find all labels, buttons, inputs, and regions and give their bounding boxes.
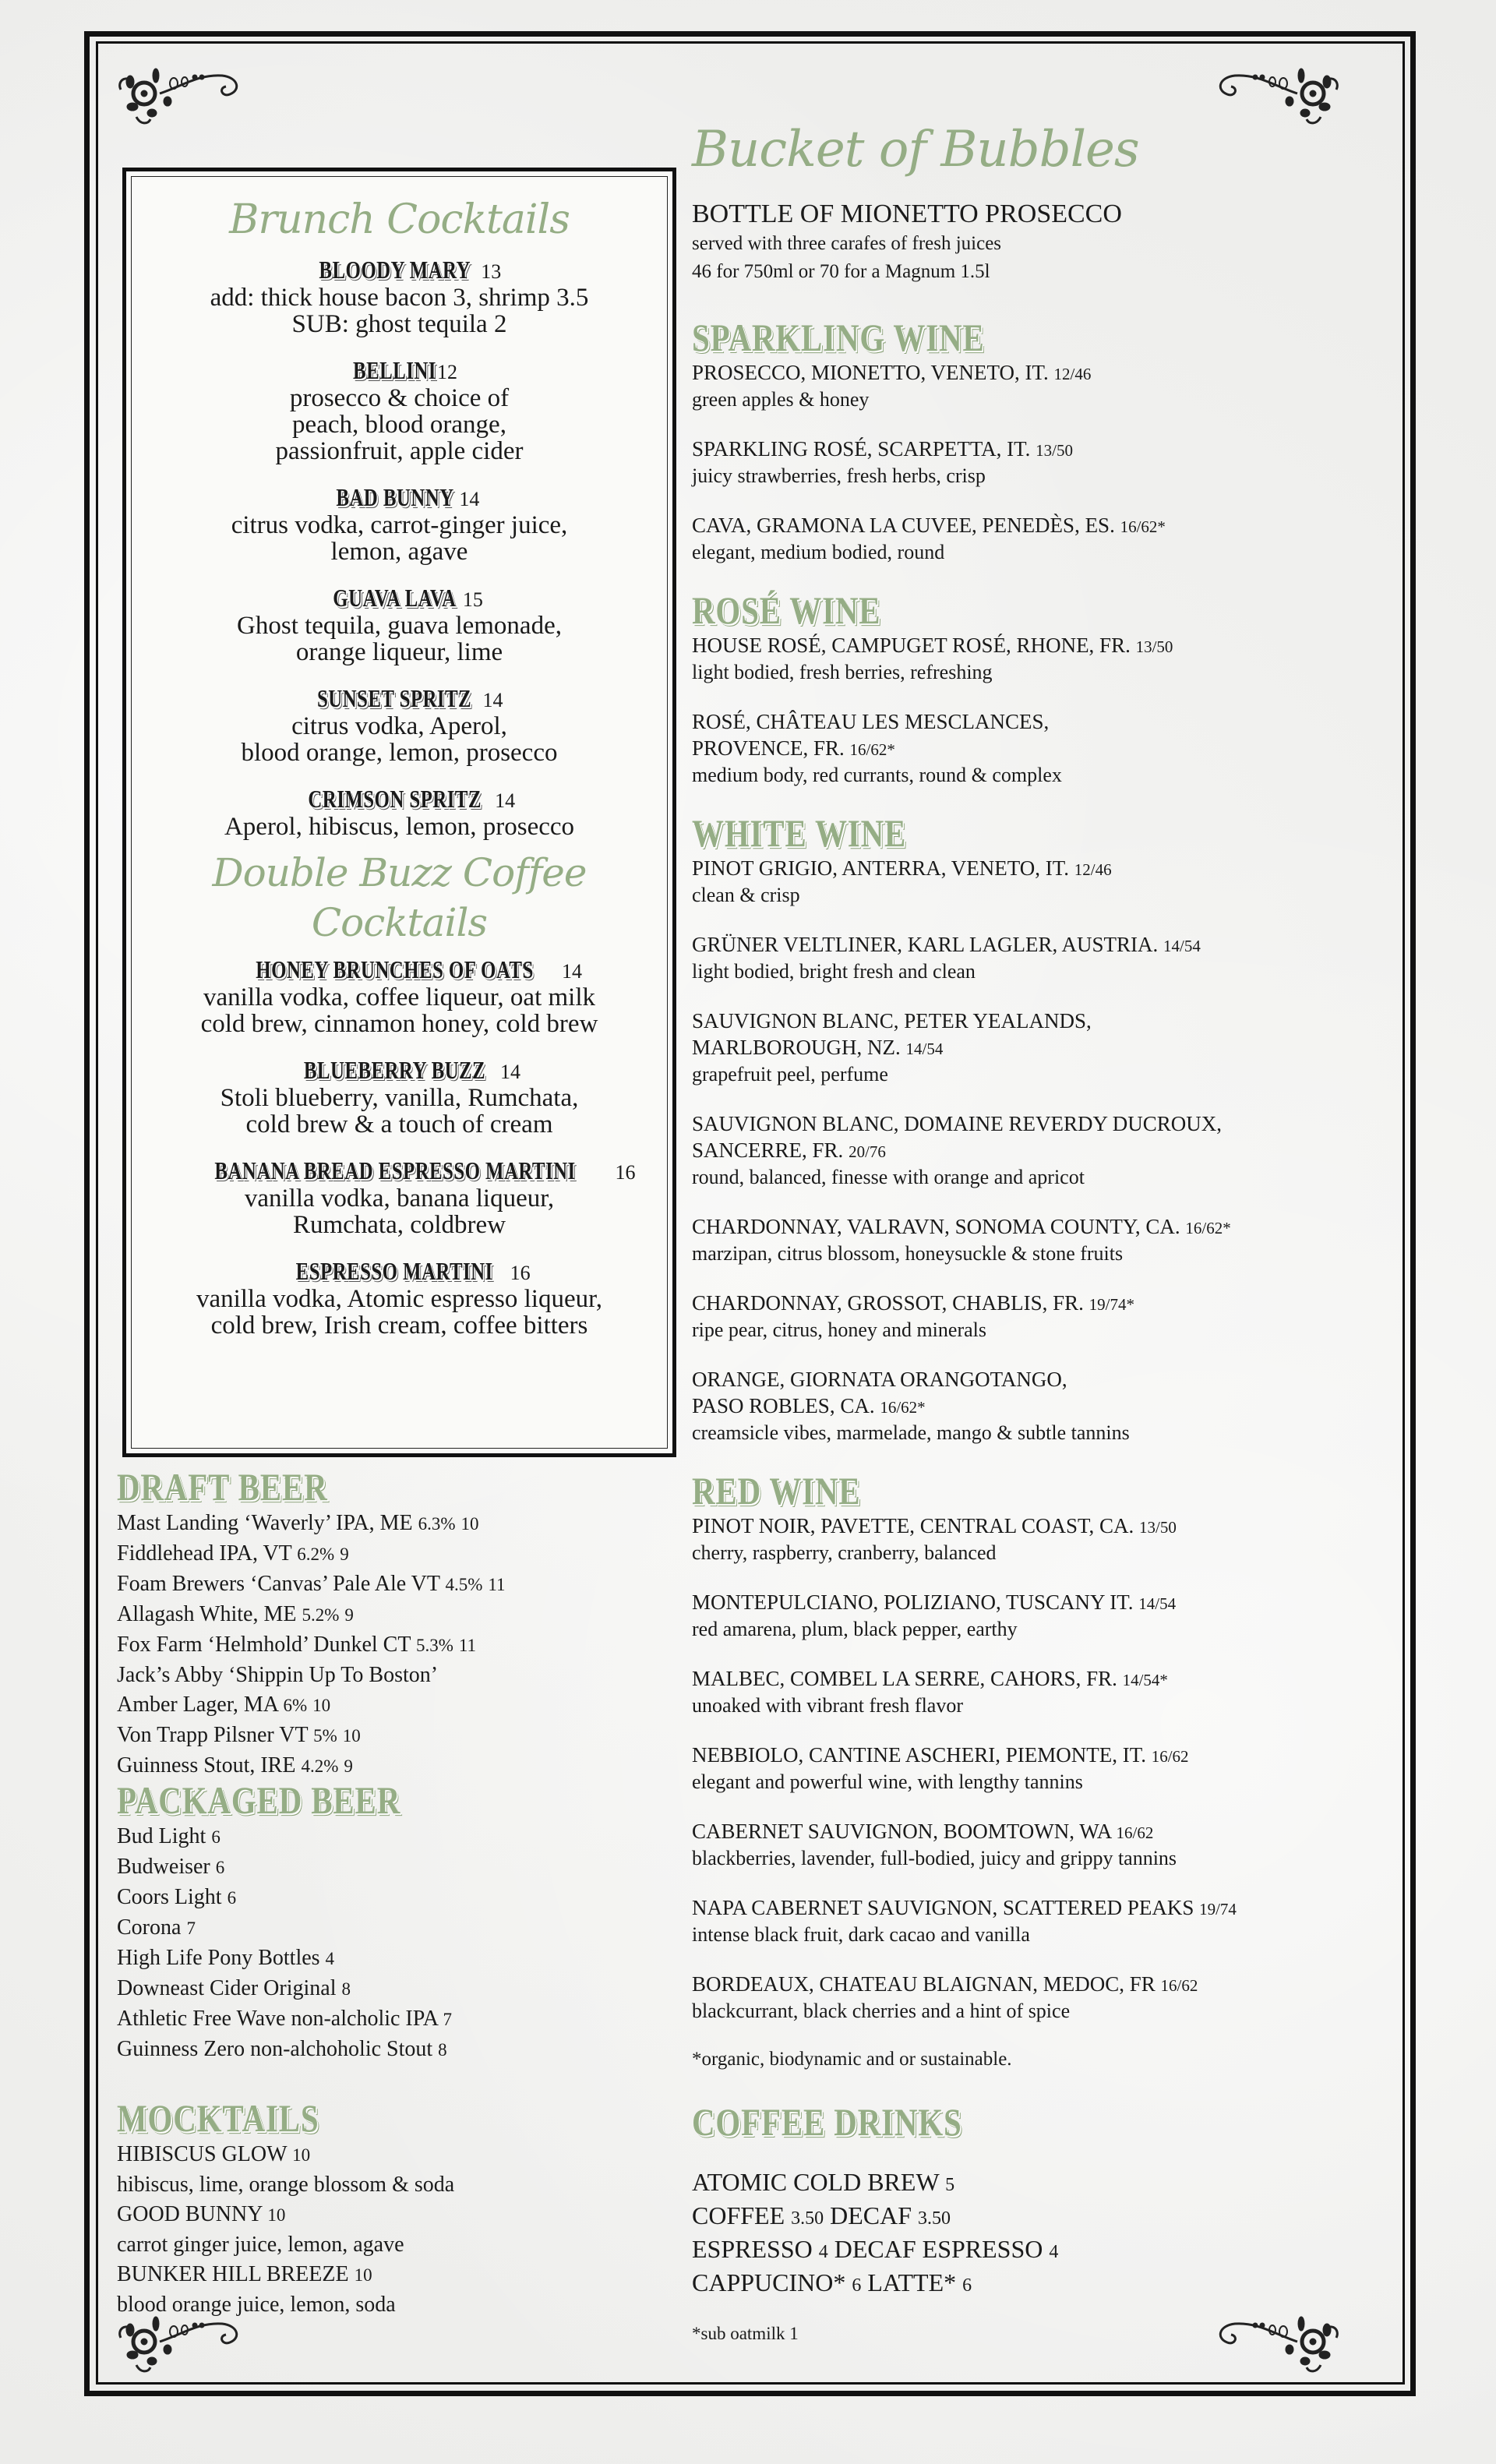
bubbles-line-1: served with three carafes of fresh juices	[692, 233, 1002, 254]
wine-name	[692, 1971, 1393, 1999]
wine-name-text: CABERNET SAUVIGNON, BOOMTOWN, WA	[692, 1820, 1111, 1843]
wine-description: clean & crisp	[692, 884, 800, 906]
mocktail-name-line	[117, 2200, 678, 2230]
cocktail-price: 13	[481, 260, 502, 283]
section-title-bucket-of-bubbles: Bucket of Bubbles	[692, 121, 1139, 178]
wine-description: round, balanced, finesse with orange and apricot	[692, 1166, 1085, 1188]
wine-name-text: MONTEPULCIANO, POLIZIANO, TUSCANY IT.	[692, 1590, 1134, 1614]
cocktail-description: Aperol, hibiscus, lemon, prosecco	[224, 813, 575, 841]
coffee-drink-price: 6	[852, 2275, 862, 2296]
wine-item	[692, 1818, 1393, 1871]
cocktail-description: vanilla vodka, banana liqueur,	[244, 1184, 555, 1213]
cocktail-description: Rumchata, coldbrew	[292, 1211, 506, 1239]
cocktail-price: 15	[462, 588, 483, 611]
cocktail-header	[126, 684, 672, 713]
wine-name-text: MALBEC, COMBEL LA SERRE, CAHORS, FR.	[692, 1667, 1117, 1690]
beer-price: 6	[227, 1888, 237, 1908]
wine-price: 16/62*	[880, 1398, 926, 1417]
cocktail-description: add: thick house bacon 3, shrimp 3.5	[210, 284, 589, 312]
wine-description: blackcurrant, black cherries and a hint of spice	[692, 2000, 1071, 2022]
section-title-sparkling-wine: SPARKLING WINE	[692, 316, 985, 359]
draft-beer-item	[117, 1630, 678, 1661]
draft-beer-item	[117, 1509, 678, 1539]
cocktail-description: lemon, agave	[330, 538, 468, 566]
mocktail-name: BUNKER HILL BREEZE	[117, 2262, 349, 2286]
packaged-beer-item	[117, 2035, 678, 2065]
wine-name	[692, 632, 1393, 660]
wine-price: 14/54	[1138, 1594, 1177, 1613]
cocktail-name: ESPRESSO MARTINI	[296, 1257, 493, 1285]
beer-price: 9	[344, 1605, 354, 1625]
draft-beer-list	[117, 1509, 678, 1781]
beer-price: 8	[341, 1979, 351, 1999]
wine-name	[692, 1742, 1393, 1770]
cocktail-description: prosecco & choice of	[289, 384, 510, 412]
cocktail-price: 14	[561, 960, 582, 983]
beer-price: 9	[344, 1756, 353, 1776]
cocktail-description: vanilla vodka, Atomic espresso liqueur,	[196, 1285, 603, 1313]
coffee-drinks-line	[692, 2201, 1393, 2234]
cocktail-description: citrus vodka, Aperol,	[291, 712, 507, 740]
coffee-drink-name: ATOMIC COLD BREW	[692, 2168, 940, 2196]
wine-price: 16/62*	[1185, 1219, 1231, 1237]
packaged-beer-item	[117, 2004, 678, 2035]
wine-name-text: PROSECCO, MIONETTO, VENETO, IT.	[692, 361, 1049, 384]
cocktail-price: 14	[499, 1061, 520, 1083]
beer-abv: 4.2%	[301, 1756, 339, 1776]
wine-footnote: *organic, biodynamic and or sustainable.	[692, 2049, 1012, 2070]
coffee-drink-name: LATTE*	[867, 2268, 957, 2296]
coffee-drinks-line	[692, 2234, 1393, 2268]
beer-name: Guinness Stout, IRE	[117, 1753, 296, 1777]
wine-name-line-2	[692, 1137, 1393, 1165]
wine-description: cherry, raspberry, cranberry, balanced	[692, 1541, 997, 1564]
beer-name: Von Trapp Pilsner VT	[117, 1723, 309, 1747]
wine-price: 16/62*	[849, 740, 895, 759]
beer-name: Downeast Cider Original	[117, 1976, 337, 2000]
cocktail-item	[126, 584, 672, 665]
wine-description: creamsicle vibes, marmelade, mango & subtle tannins	[692, 1421, 1130, 1444]
cocktail-price: 16	[615, 1161, 636, 1184]
coffee-footnote: *sub oatmilk 1	[692, 2324, 799, 2343]
wine-price: 16/62	[1151, 1747, 1189, 1766]
wine-name-text: BORDEAUX, CHATEAU BLAIGNAN, MEDOC, FR	[692, 1972, 1156, 1996]
coffee-cocktail-list	[126, 955, 672, 1339]
coffee-drink-name: DECAF	[830, 2201, 912, 2229]
beer-name: Fiddlehead IPA, VT	[117, 1541, 292, 1566]
beer-name: Allagash White, ME	[117, 1602, 297, 1626]
mocktail-name: HIBISCUS GLOW	[117, 2142, 288, 2166]
wine-name	[692, 1513, 1393, 1541]
wine-name	[692, 1894, 1393, 1922]
wine-name-text: GRÜNER VELTLINER, KARL LAGLER, AUSTRIA.	[692, 933, 1159, 956]
wine-name-text: ORANGE, GIORNATA ORANGOTANGO,	[692, 1368, 1067, 1391]
wine-price: 16/62*	[1120, 517, 1166, 536]
wine-description: unoaked with vibrant fresh flavor	[692, 1694, 964, 1717]
cocktail-name: HONEY BRUNCHES OF OATS	[256, 955, 534, 983]
mocktail-name-line	[117, 2140, 678, 2170]
cocktail-description: cold brew & a touch of cream	[245, 1110, 553, 1138]
mocktail-description: blood orange juice, lemon, soda	[117, 2293, 396, 2317]
wine-region: PASO ROBLES, CA.	[692, 1394, 875, 1417]
floral-flourish-icon	[1212, 58, 1344, 129]
beer-price: 11	[488, 1575, 506, 1594]
floral-flourish-icon	[113, 58, 245, 129]
wine-item	[692, 359, 1393, 412]
wine-item	[692, 708, 1393, 788]
beer-price: 10	[312, 1696, 331, 1715]
wine-name	[692, 359, 1393, 387]
coffee-drink-price: 4	[818, 2242, 828, 2262]
wine-item	[692, 1290, 1393, 1343]
beer-price: 6	[211, 1827, 221, 1847]
beer-abv: 5%	[313, 1726, 337, 1746]
draft-beer-item	[117, 1569, 678, 1600]
cocktail-price: 12	[436, 361, 457, 383]
wine-name	[692, 1213, 1393, 1241]
wine-name-text: CHARDONNAY, GROSSOT, CHABLIS, FR.	[692, 1291, 1084, 1315]
coffee-drink-name: CAPPUCINO*	[692, 2268, 846, 2296]
cocktail-description: Ghost tequila, guava lemonade,	[237, 612, 562, 640]
beer-abv: 5.3%	[415, 1636, 453, 1655]
beer-price: 6	[215, 1858, 225, 1877]
beer-price: 11	[458, 1636, 477, 1655]
wine-item	[692, 1589, 1393, 1642]
beer-name: Corona	[117, 1915, 182, 1940]
beer-price: 7	[443, 2010, 452, 2029]
cocktail-name: BANANA BREAD ESPRESSO MARTINI	[213, 1156, 576, 1184]
wine-region: SANCERRE, FR.	[692, 1138, 844, 1162]
cocktail-name: SUNSET SPRITZ	[317, 684, 472, 712]
wine-description: green apples & honey	[692, 388, 870, 411]
beer-name: Bud Light	[117, 1824, 206, 1848]
wine-description: juicy strawberries, fresh herbs, crisp	[692, 464, 986, 487]
coffee-drink-price: 6	[962, 2275, 972, 2296]
cocktail-description: Stoli blueberry, vanilla, Rumchata,	[220, 1084, 579, 1112]
section-title-red-wine: RED WINE	[692, 1469, 861, 1513]
cocktail-header	[126, 483, 672, 512]
beer-price: 10	[342, 1726, 361, 1746]
wine-item	[692, 1894, 1393, 1947]
wine-name	[692, 1008, 1393, 1034]
beer-price: 10	[460, 1514, 479, 1534]
wine-name	[692, 512, 1393, 540]
draft-beer-item	[117, 1600, 678, 1630]
cocktail-header	[126, 356, 672, 385]
cocktail-description: vanilla vodka, coffee liqueur, oat milk	[203, 983, 595, 1011]
wine-name-text: CAVA, GRAMONA LA CUVEE, PENEDÈS, ES.	[692, 514, 1115, 537]
mocktail-price: 10	[267, 2205, 286, 2225]
cocktail-price: 14	[495, 789, 516, 812]
wine-description: red amarena, plum, black pepper, earthy	[692, 1618, 1018, 1640]
beer-name: Jack’s Abby ‘Shippin Up To Boston’	[117, 1663, 439, 1687]
cocktail-name: BLUEBERRY BUZZ	[303, 1056, 486, 1084]
coffee-drink-name: DECAF ESPRESSO	[834, 2235, 1043, 2263]
wine-name	[692, 1818, 1393, 1846]
cocktail-item	[126, 1156, 672, 1238]
wine-name-text: SPARKLING ROSÉ, SCARPETTA, IT.	[692, 437, 1031, 461]
wine-price: 12/46	[1053, 365, 1092, 383]
wine-item	[692, 1513, 1393, 1566]
wine-column	[692, 121, 1393, 2346]
wine-item	[692, 1213, 1393, 1266]
coffee-drink-price: 3.50	[918, 2208, 951, 2229]
wine-name-line-2	[692, 735, 1393, 763]
wine-name-text: NEBBIOLO, CANTINE ASCHERI, PIEMONTE, IT.	[692, 1743, 1146, 1767]
cocktail-description: orange liqueur, lime	[295, 638, 503, 666]
wine-price: 12/46	[1074, 860, 1112, 879]
beer-name: Foam Brewers ‘Canvas’ Pale Ale VT	[117, 1572, 440, 1596]
cocktail-name: BAD BUNNY	[335, 483, 454, 511]
cocktail-item	[126, 256, 672, 337]
wine-name	[692, 1290, 1393, 1318]
cocktail-name: GUAVA LAVA	[333, 584, 457, 612]
wine-name-line-2	[692, 1034, 1393, 1062]
section-title-rose-wine: ROSÉ WINE	[692, 588, 881, 632]
beer-name: Fox Farm ‘Helmhold’ Dunkel CT	[117, 1633, 411, 1657]
wine-name	[692, 855, 1393, 883]
draft-beer-item	[117, 1539, 678, 1569]
wine-name-text: HOUSE ROSÉ, CAMPUGET ROSÉ, RHONE, FR.	[692, 634, 1131, 657]
wine-price: 13/50	[1135, 637, 1173, 656]
wine-description: ripe pear, citrus, honey and minerals	[692, 1318, 986, 1341]
cocktail-item	[126, 955, 672, 1037]
wine-name	[692, 708, 1393, 735]
packaged-beer-item	[117, 1852, 678, 1883]
beer-name: Guinness Zero non-alchoholic Stout	[117, 2037, 433, 2061]
wine-item	[692, 1366, 1393, 1446]
beer-name: High Life Pony Bottles	[117, 1946, 320, 1970]
beer-name: Amber Lager, MA	[117, 1693, 278, 1717]
wine-price: 16/62	[1160, 1976, 1198, 1995]
cocktail-header	[126, 955, 672, 984]
beer-price: 9	[340, 1544, 349, 1564]
wine-price: 20/76	[849, 1142, 886, 1161]
bubbles-line-2: 46 for 750ml or 70 for a Magnum 1.5l	[692, 261, 990, 282]
packaged-beer-item	[117, 1943, 678, 1974]
cocktail-item	[126, 684, 672, 766]
cocktail-box	[122, 168, 676, 1457]
wine-name-text: NAPA CABERNET SAUVIGNON, SCATTERED PEAKS	[692, 1896, 1194, 1919]
wine-name	[692, 436, 1393, 464]
wine-item	[692, 1971, 1393, 2024]
cocktail-header	[126, 1056, 672, 1085]
section-title-coffee-drinks: COFFEE DRINKS	[692, 2100, 962, 2144]
cocktail-description: cold brew, cinnamon honey, cold brew	[200, 1010, 598, 1038]
mocktail-name: GOOD BUNNY	[117, 2202, 263, 2226]
bubbles-headline: BOTTLE OF MIONETTO PROSECCO	[692, 199, 1122, 228]
wine-region: MARLBOROUGH, NZ.	[692, 1036, 901, 1059]
wine-name	[692, 931, 1393, 959]
section-title-coffee-cocktails: Double Buzz Coffee Cocktails	[212, 850, 587, 945]
packaged-beer-item	[117, 1883, 678, 1913]
wine-description: elegant and powerful wine, with lengthy tannins	[692, 1770, 1083, 1793]
wine-price: 14/54*	[1122, 1671, 1168, 1689]
cocktail-price: 14	[482, 689, 503, 711]
coffee-drink-price: 4	[1049, 2242, 1059, 2262]
wine-item	[692, 436, 1393, 489]
mocktail-price: 10	[292, 2145, 311, 2165]
wine-price: 19/74	[1199, 1900, 1237, 1919]
beer-name: Mast Landing ‘Waverly’ IPA, ME	[117, 1511, 413, 1535]
cocktail-header	[126, 785, 672, 814]
coffee-drink-name: COFFEE	[692, 2201, 785, 2229]
wine-description: medium body, red currants, round & complex	[692, 764, 1062, 786]
wine-name	[692, 1366, 1393, 1393]
section-title-brunch-cocktails: Brunch Cocktails	[229, 196, 570, 243]
cocktail-header	[126, 1156, 672, 1185]
wine-description: blackberries, lavender, full-bodied, juicy and grippy tannins	[692, 1847, 1177, 1869]
wine-name	[692, 1110, 1393, 1137]
mocktail-name-line	[117, 2260, 678, 2290]
section-title-mocktails: MOCKTAILS	[117, 2096, 319, 2140]
coffee-drinks-line	[692, 2268, 1393, 2301]
wine-price: 14/54	[1163, 937, 1201, 955]
packaged-beer-item	[117, 1974, 678, 2004]
coffee-drinks-section	[692, 2100, 1393, 2346]
cocktail-description: passionfruit, apple cider	[275, 437, 524, 465]
beer-name: Coors Light	[117, 1885, 222, 1909]
sparkling-wine-section	[692, 316, 1393, 565]
cocktail-header	[126, 1257, 672, 1286]
rose-wine-section	[692, 588, 1393, 788]
cocktail-header	[126, 584, 672, 612]
beer-and-mocktails-column	[117, 1465, 678, 2320]
cocktail-item	[126, 356, 672, 464]
wine-name-text: SAUVIGNON BLANC, PETER YEALANDS,	[692, 1009, 1092, 1033]
wine-item	[692, 931, 1393, 984]
wine-description: intense black fruit, dark cacao and vanilla	[692, 1923, 1030, 1946]
wine-name-text: ROSÉ, CHÂTEAU LES MESCLANCES,	[692, 710, 1050, 733]
wine-price: 13/50	[1036, 441, 1073, 460]
beer-abv: 5.2%	[302, 1605, 340, 1625]
beer-abv: 6%	[283, 1696, 308, 1715]
coffee-drink-price: 3.50	[791, 2208, 824, 2229]
cocktail-price: 16	[510, 1262, 531, 1284]
cocktail-description: peach, blood orange,	[292, 411, 506, 439]
mocktail-description: carrot ginger juice, lemon, agave	[117, 2233, 404, 2257]
draft-beer-item	[117, 1721, 678, 1751]
wine-description: light bodied, fresh berries, refreshing	[692, 661, 993, 683]
wine-item	[692, 512, 1393, 565]
wine-name-text: SAUVIGNON BLANC, DOMAINE REVERDY DUCROUX,	[692, 1112, 1222, 1135]
wine-name-text: PINOT GRIGIO, ANTERRA, VENETO, IT.	[692, 856, 1069, 880]
draft-beer-item	[117, 1751, 678, 1781]
wine-item	[692, 1008, 1393, 1087]
draft-beer-item	[117, 1690, 678, 1721]
beer-abv: 6.3%	[418, 1514, 456, 1534]
packaged-beer-item	[117, 1822, 678, 1852]
wine-name	[692, 1665, 1393, 1693]
wine-price: 16/62	[1116, 1823, 1154, 1842]
brunch-cocktail-list	[126, 256, 672, 840]
wine-name-line-2	[692, 1393, 1393, 1421]
beer-price: 7	[186, 1919, 196, 1938]
wine-item	[692, 1742, 1393, 1795]
wine-price: 14/54	[905, 1040, 944, 1058]
wine-region: PROVENCE, FR.	[692, 736, 845, 760]
cocktail-header	[126, 256, 672, 284]
section-title-white-wine: WHITE WINE	[692, 811, 907, 855]
mocktail-description: hibiscus, lime, orange blossom & soda	[117, 2173, 455, 2197]
wine-item	[692, 855, 1393, 908]
coffee-drink-name: ESPRESSO	[692, 2235, 813, 2263]
beer-price: 8	[438, 2040, 447, 2060]
wine-description: elegant, medium bodied, round	[692, 541, 945, 563]
wine-description: marzipan, citrus blossom, honeysuckle & stone fruits	[692, 1242, 1124, 1265]
wine-item	[692, 632, 1393, 685]
cocktail-item	[126, 1056, 672, 1138]
cocktail-description: citrus vodka, carrot-ginger juice,	[231, 511, 568, 539]
wine-item	[692, 1665, 1393, 1718]
beer-abv: 4.5%	[445, 1575, 483, 1594]
wine-name-text: PINOT NOIR, PAVETTE, CENTRAL COAST, CA.	[692, 1514, 1134, 1537]
wine-name	[692, 1589, 1393, 1617]
wine-item	[692, 1110, 1393, 1190]
cocktail-item	[126, 785, 672, 840]
wine-description: light bodied, bright fresh and clean	[692, 960, 976, 983]
wine-price: 13/50	[1139, 1518, 1177, 1537]
cocktail-price: 14	[459, 488, 480, 510]
cocktail-item	[126, 1257, 672, 1339]
cocktail-item	[126, 483, 672, 565]
section-title-packaged-beer: PACKAGED BEER	[117, 1778, 401, 1822]
red-wine-section	[692, 1469, 1393, 2072]
wine-price: 19/74*	[1088, 1295, 1134, 1314]
section-title-draft-beer: DRAFT BEER	[117, 1465, 328, 1509]
packaged-beer-item	[117, 1913, 678, 1943]
packaged-beer-list	[117, 1822, 678, 2065]
beer-abv: 6.2%	[297, 1544, 335, 1564]
cocktail-name: BELLINI	[353, 356, 436, 384]
cocktail-description: SUB: ghost tequila 2	[291, 310, 507, 338]
mocktail-list	[117, 2140, 678, 2320]
white-wine-section	[692, 811, 1393, 1446]
beer-name: Budweiser	[117, 1855, 210, 1879]
beer-price: 4	[325, 1949, 335, 1968]
coffee-drinks-line	[692, 2167, 1393, 2201]
draft-beer-item	[117, 1661, 678, 1690]
beer-name: Athletic Free Wave non-alcholic IPA	[117, 2007, 438, 2031]
mocktail-price: 10	[354, 2265, 372, 2285]
wine-name-text: CHARDONNAY, VALRAVN, SONOMA COUNTY, CA.	[692, 1215, 1180, 1238]
cocktail-description: cold brew, Irish cream, coffee bitters	[210, 1311, 588, 1340]
wine-description: grapefruit peel, perfume	[692, 1063, 888, 1086]
cocktail-name: BLOODY MARY	[319, 256, 471, 284]
cocktail-name: CRIMSON SPRITZ	[308, 785, 482, 813]
cocktail-description: blood orange, lemon, prosecco	[241, 739, 558, 767]
coffee-drink-price: 5	[945, 2175, 955, 2195]
